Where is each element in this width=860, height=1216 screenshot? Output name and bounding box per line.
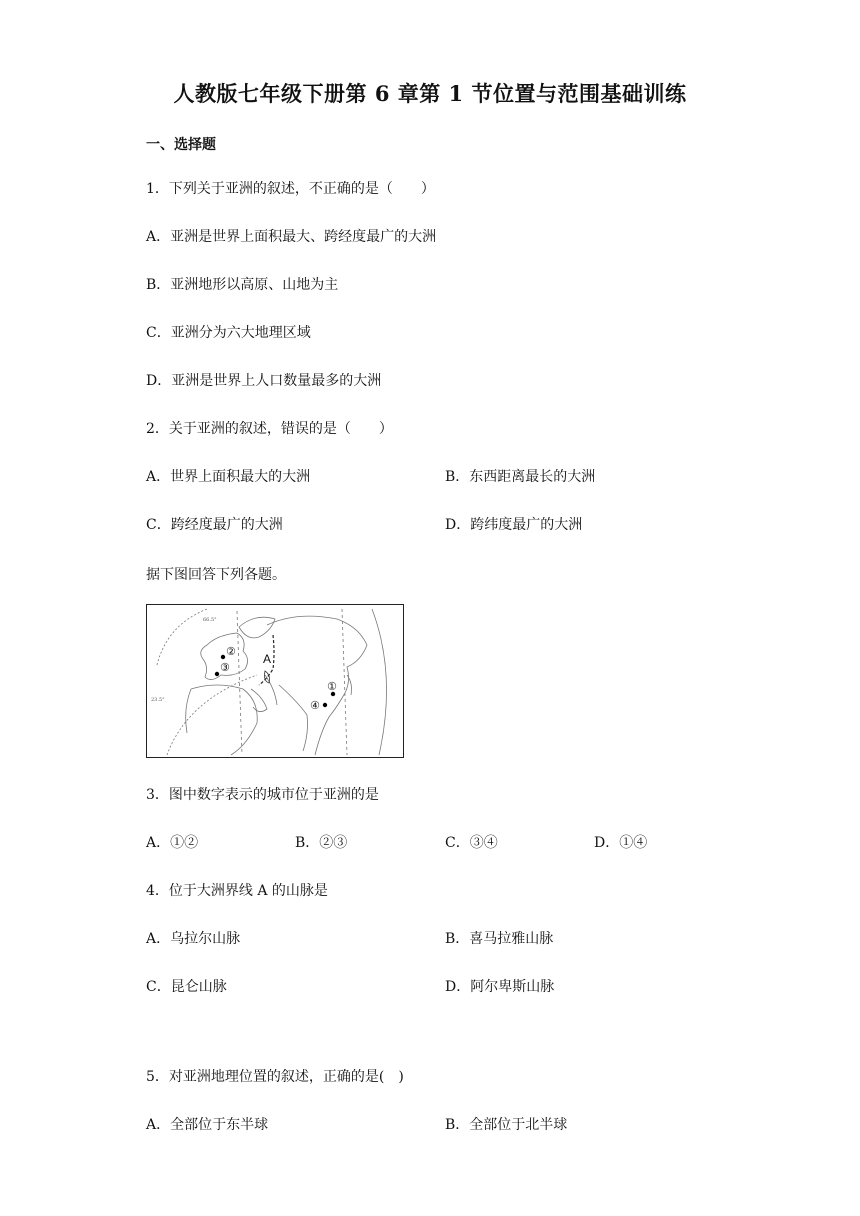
question-3-option-c: C．③④ [445,835,498,851]
question-5-option-a: A．全部位于东半球 [146,1117,269,1133]
question-4-option-b: B．喜马拉雅山脉 [445,931,554,947]
city-dot-2 [221,655,225,659]
question-4-option-c: C．昆仑山脉 [146,979,227,995]
question-1-option-d: D．亚洲是世界上人口数量最多的大洲 [146,373,382,389]
question-1-stem: 1．下列关于亚洲的叙述，不正确的是（ ） [146,181,435,197]
question-4-option-d: D．阿尔卑斯山脉 [445,979,555,995]
city-marker-4: ④ [310,699,320,712]
boundary-label-a: A [263,652,272,666]
question-1-option-a: A．亚洲是世界上面积最大、跨经度最广的大洲 [146,229,437,245]
question-2-option-c: C．跨经度最广的大洲 [146,517,283,533]
question-4-stem: 4．位于大洲界线 A 的山脉是 [146,883,328,899]
question-5-stem: 5．对亚洲地理位置的叙述，正确的是( ) [146,1069,404,1085]
question-3-option-d: D．①④ [594,835,648,851]
asia-map-figure [146,604,404,758]
question-3-option-a: A．①② [146,835,199,851]
city-dot-4 [323,703,327,707]
figure-intro: 据下图回答下列各题。 [146,567,286,583]
section-heading: 一、选择题 [146,137,216,153]
city-marker-2: ② [226,645,236,658]
city-marker-3: ③ [220,661,230,674]
lat-label-23: 23.5° [151,697,165,703]
page-title: 人教版七年级下册第 6 章第 1 节位置与范围基础训练 [173,81,687,106]
asia-map-drawing [147,605,402,756]
city-marker-1: ① [327,680,337,693]
city-dot-3 [215,672,219,676]
question-2-option-a: A．世界上面积最大的大洲 [146,469,311,485]
question-2-stem: 2．关于亚洲的叙述，错误的是（ ） [146,421,393,437]
question-1-option-b: B．亚洲地形以高原、山地为主 [146,277,339,293]
question-4-option-a: A．乌拉尔山脉 [146,931,241,947]
lat-label-66: 66.5° [203,617,217,623]
question-3-option-b: B．②③ [295,835,348,851]
question-1-option-c: C．亚洲分为六大地理区域 [146,325,311,341]
question-3-stem: 3．图中数字表示的城市位于亚洲的是 [146,787,379,803]
question-5-option-b: B．全部位于北半球 [445,1117,568,1133]
question-2-option-d: D．跨纬度最广的大洲 [445,517,583,533]
question-2-option-b: B．东西距离最长的大洲 [445,469,596,485]
